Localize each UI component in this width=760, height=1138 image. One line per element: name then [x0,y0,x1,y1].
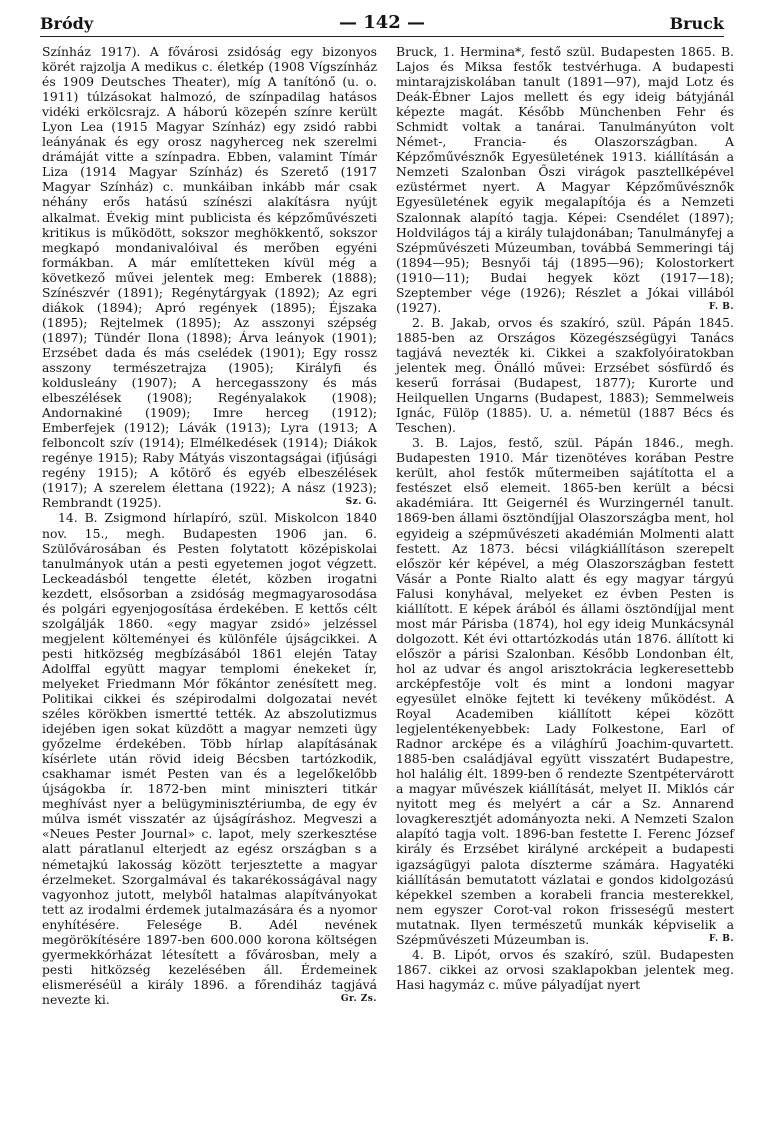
entry-bruck-lipot [396,947,734,992]
paragraph-text: 14. B. Zsigmond hírlapíró, szül. Miskolcon 1840 nov. 15., megh. Budapesten 1906 jan. 6. Szülővárosában és Pesten folytatott középiskolai tanulmányok után a pesti egyetemen jogot végzett. Leckeadásból tengette életét, közben irogatni kezdett, elsősorban a zsidóság megmagyarosodása és polgári egyenjogosítása érdekében. E kettős célt szolgálják 1860. «egy magyar zsidó» jelzéssel megjelent költeményei és különféle újságcikkei. A pesti hitközség megbízásából 1861 elején Tatay Adolffal együtt magyar templomi énekeket ír, melyeket Friedmann Mór főkántor zenésített meg. Politikai cikkei és szépirodalmi dolgozatai nevét széles körökben ismertté tették. Az abszolutizmus idejében igen sokat küzdött a magyar nemzeti ügy győzelme érdekében. Több hírlap alapításának kísérlete után rövid ideig Bécsben tartózkodik, csakhamar ismét Pesten van és a legelőkelőbb újságokba ír. 1872-ben mint miniszteri titkár meghívást nyer a belügyminisztériumba, de egy év múlva ismét visszatér az újságíráshoz. Megveszi a «Neues Pester Journal» c. lapot, mely szerkesztése alatt páratlanul elterjedt az egész országban s a németajkú lakosság között terjesztette a magyar érzelmeket. Szorgalmával és takarékosságával nagy vagyonhoz jutott, melyből hatalmas alapítványokat tett az irodalmi érdemek jutalmazására és a nyomor enyhítésére. Felesége B. Adél nevének megörökítésére 1897-ben 600.000 korona költségen gyermekkórházat létesített a fővárosban, mely a pesti hitközség kezelésében áll. Érdemeinek elismeréséül a király 1896. a főrendiház tagjává nevezte ki. [42,510,377,1007]
paragraph-text: 2. B. Jakab, orvos és szakíró, szül. Pápán 1845. 1885-ben az Országos Közegészségügyi Tanács tagjává nevezték ki. Cikkei a szakfolyóiratokban jelentek meg. Önálló művei: Erzsébet sósfürdő és keserű forrásai (Budapest, 1877); Kurorte und Heilquellen Ungarns (Budapest, 1883); Semmelweis Ignác, Fülöp (1885). U. a. németül (1887 Bécs és Teschen). [396,314,734,436]
author-signature: F. B. [709,933,734,944]
page-header [40,12,724,38]
paragraph-text: Színház 1917). A fővárosi zsidóság egy bizonyos körét rajzolja A medikus c. életkép (1908 Vígszínház és 1909 Deutsches Theater), míg A tanítónő (u. o. 1911) túlzásokat halmozó, de színpadilag hatásos vidéki erkölcsrajz. A háború közepén színre került Lyon Lea (1915 Magyar Színház) egy zsidó rabbi leányának és egy orosz nagyherceg nek szerelmi drámáját vitte a színpadra. Ebben, valamint Tímár Liza (1914 Magyar Színház) és Szerető (1917 Magyar Színház) c. munkáiban inkább már csak néhány erős hatású színészi alakításra nyújt alkalmat. Évekig mint publicista és képzőművészeti kritikus is működött, sokszor meghökkentő, sokszor megkapó mondanivalóival és merőben egyéni formákban. A már említetteken kívül még a következő művei jelentek meg: Emberek (1888); Színészvér (1891); Regénytárgyak (1892); Az egri diákok (1894); Apró regények (1895); Éjszaka (1895); Rejtelmek (1895); Az asszonyi szépség (1897); Tündér Ilona (1898); Árva leányok (1901); Erzsébet dada és más cselédek (1901); Egy rossz asszony természetrajza (1905); Királyfi és koldusleány (1907); A hercegasszony és más elbeszélések (1908); Regényalakok (1908); Andornakiné (1909); Imre herceg (1912); Emberfejek (1912); Lávák (1913); Lyra (1913; A felboncolt szív (1914); Elmélkedések (1914); Diákok regénye 1915); Raby Mátyás viszontagságai (ifjúsági regény 1915); A kőtörő és egyéb elbeszélések (1917); A szerelem élettana (1922); A nász (1923); Rembrandt (1925). [42,44,377,511]
left-column [42,44,377,1007]
author-signature: F. B. [709,301,734,312]
paragraph-text: 4. B. Lipót, orvos és szakíró, szül. Budapesten 1867. cikkei az orvosi szaklapokban jelentek meg. Hasi hagymáz c. műve pályadíjat nyert [396,946,734,992]
header-rule [40,36,724,37]
author-signature: Sz. G. [345,497,377,508]
right-column [396,44,734,992]
entry-bruck-hermina [396,44,734,315]
entry-brody-zsigmond [42,510,377,1007]
paragraph-text: 3. B. Lajos, festő, szül. Pápán 1846., megh. Budapesten 1910. Már tizenötéves korában Pestre került, ahol festők műtermeiben sajátította el a festészet első elemeit. 1865-ben került a bécsi akadémiára. Itt Geigernél és Wurzingernél tanult. 1869-ben állami ösztöndíjjal Olaszországba ment, hol egyideig a szépművészeti akadémián Molmenti alatt festett. Az 1873. bécsi világkiállításon szerepelt először kér képével, a még Olaszországban festett Vásár a Ponte Rialto alatt és egy magyar tárgyú Falusi konyhával, melyeket ez évben Pesten is kiállított. E képek árából és állami ösztöndíjjal ment most már Párisba (1874), hol egy ideig Munkácsynál dolgozott. Két évi ottartózkodás után 1876. állított ki először a párisi Szalonban. Később Londonban élt, hol az udvar és angol arisztokrácia legkeresettebb arcképfestője volt és mint a londoni magyar egyesület elnöke fejtett ki tevékeny működést. A Royal Academiben kiállított képei között legjelentékenyebbek: Lady Folkestone, Earl of Radnor arcképe és a világhírű Joachim-quvartett. 1885-ben családjával együtt visszatért Budapestre, hol halálig élt. 1899-ben ő rendezte Szentpétervárott a magyar művészek kiállítását, melyet II. Miklós cár nyitott meg és melyért a cár a Sz. Annarend lovagkeresztjét adományozta neki. A Nemzeti Szalon alapító tagja volt. 1896-ban festette I. Ferenc József király és Erzsébet királyné arcképeit a budapesti igazságügyi palota díszterme számára. Hagyatéki kiállításán bemutatott vázlatai e gondos kidolgozású képekkel szemben a korabeli francia mesterekkel, nem egyszer Corot-val rokon frisseségű mestert mutatnak. Ilyen természetű munkák képviselik a Szépművészeti Múzeumban is. [396,435,734,947]
paragraph-text: Bruck, 1. Hermina*, festő szül. Budapesten 1865. B. Lajos és Miksa festők testvérhuga. A budapesti mintarajziskolában tanult (1891—97), majd Lotz és Deák-Ébner Lajos mellett és egy ideig bátyjánál képezte magát. Később Münchenben Fehr és Schmidt voltak a tanárai. Tanulmányúton volt Német-, Francia- és Olaszországban. A Képzőművésznők Egyesületének 1913. kiállításán a Nemzeti Szalonban Őszi virágok pasztellképével ezüstérmet nyert. A Magyar Képzőművésznők Egyesületének egyik megalapítója és a Nemzeti Szalonnak alapító tagja. Képei: Csendélet (1897); Holdvilágos táj a király tulajdonában; Tanulmányfej a Szépművészeti Múzeumban, továbbá Semmeringi táj (1894—95); Besnyői táj (1895—96); Kolostorkert (1910—11); Budai hegyek közt (1917—18); Szeptember vége (1926); Részlet a Jókai villából (1927). [396,44,734,315]
entry-bruck-jakab [396,315,734,435]
page-number: — 142 — [338,12,426,33]
entry-brody-continuation [42,44,377,510]
entry-bruck-lajos [396,435,734,947]
running-head-left: Bródy [40,14,94,33]
running-head-right: Bruck [669,14,724,33]
author-signature: Gr. Zs. [340,993,377,1004]
